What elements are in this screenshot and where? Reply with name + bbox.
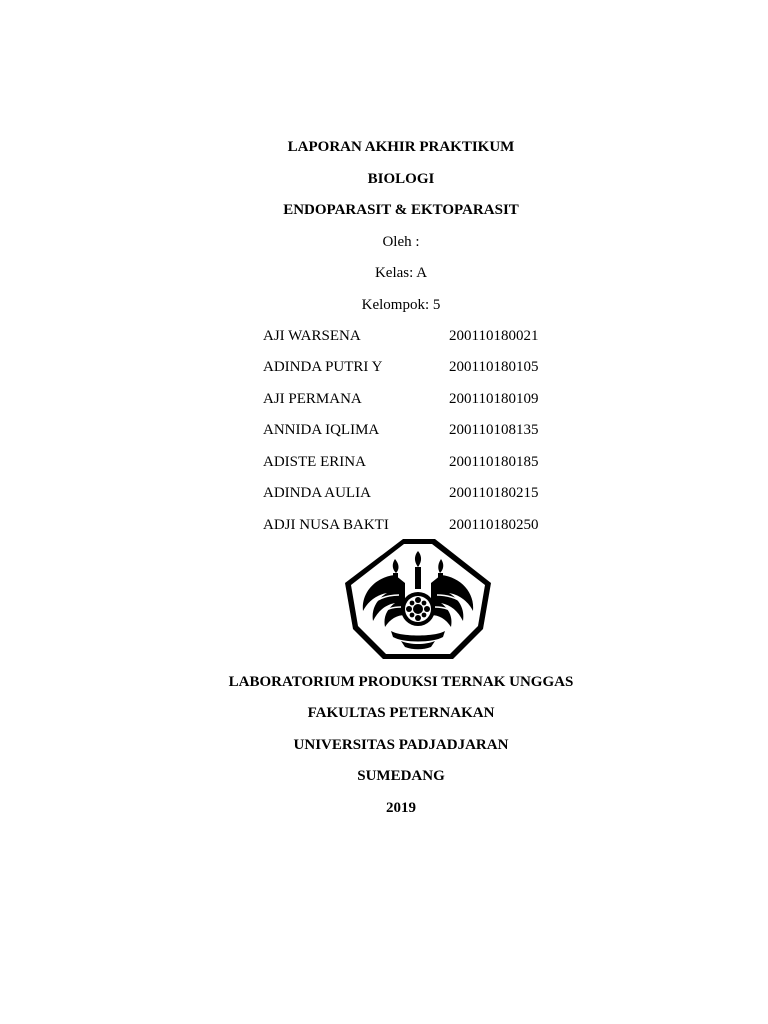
report-title: LAPORAN AKHIR PRAKTIKUM — [287, 139, 515, 155]
member-nim: 200110180105 — [449, 359, 539, 375]
member-name: AJI WARSENA — [263, 328, 361, 344]
member-name: ADINDA AULIA — [263, 485, 371, 501]
group-label: Kelompok: 5 — [361, 297, 441, 313]
class-label: Kelas: A — [374, 265, 428, 281]
laboratory-name: LABORATORIUM PRODUKSI TERNAK UNGGAS — [228, 674, 574, 690]
member-nim: 200110180185 — [449, 454, 539, 470]
subject-title: BIOLOGI — [367, 171, 435, 187]
university-name: UNIVERSITAS PADJADJARAN — [293, 737, 509, 753]
topic-title: ENDOPARASIT & EKTOPARASIT — [283, 202, 519, 218]
city-name: SUMEDANG — [357, 768, 445, 784]
member-nim: 200110180109 — [449, 391, 539, 407]
member-name: AJI PERMANA — [263, 391, 362, 407]
year: 2019 — [386, 800, 416, 816]
faculty-name: FAKULTAS PETERNAKAN — [307, 705, 495, 721]
member-name: ANNIDA IQLIMA — [263, 422, 380, 438]
member-nim: 200110180250 — [449, 517, 539, 533]
member-name: ADJI NUSA BAKTI — [263, 517, 389, 533]
member-nim: 200110180021 — [449, 328, 539, 344]
member-name: ADISTE ERINA — [263, 454, 366, 470]
by-label: Oleh : — [382, 234, 420, 250]
university-emblem-icon — [343, 537, 493, 664]
member-nim: 200110108135 — [449, 422, 539, 438]
member-name: ADINDA PUTRI Y — [263, 359, 383, 375]
member-nim: 200110180215 — [449, 485, 539, 501]
